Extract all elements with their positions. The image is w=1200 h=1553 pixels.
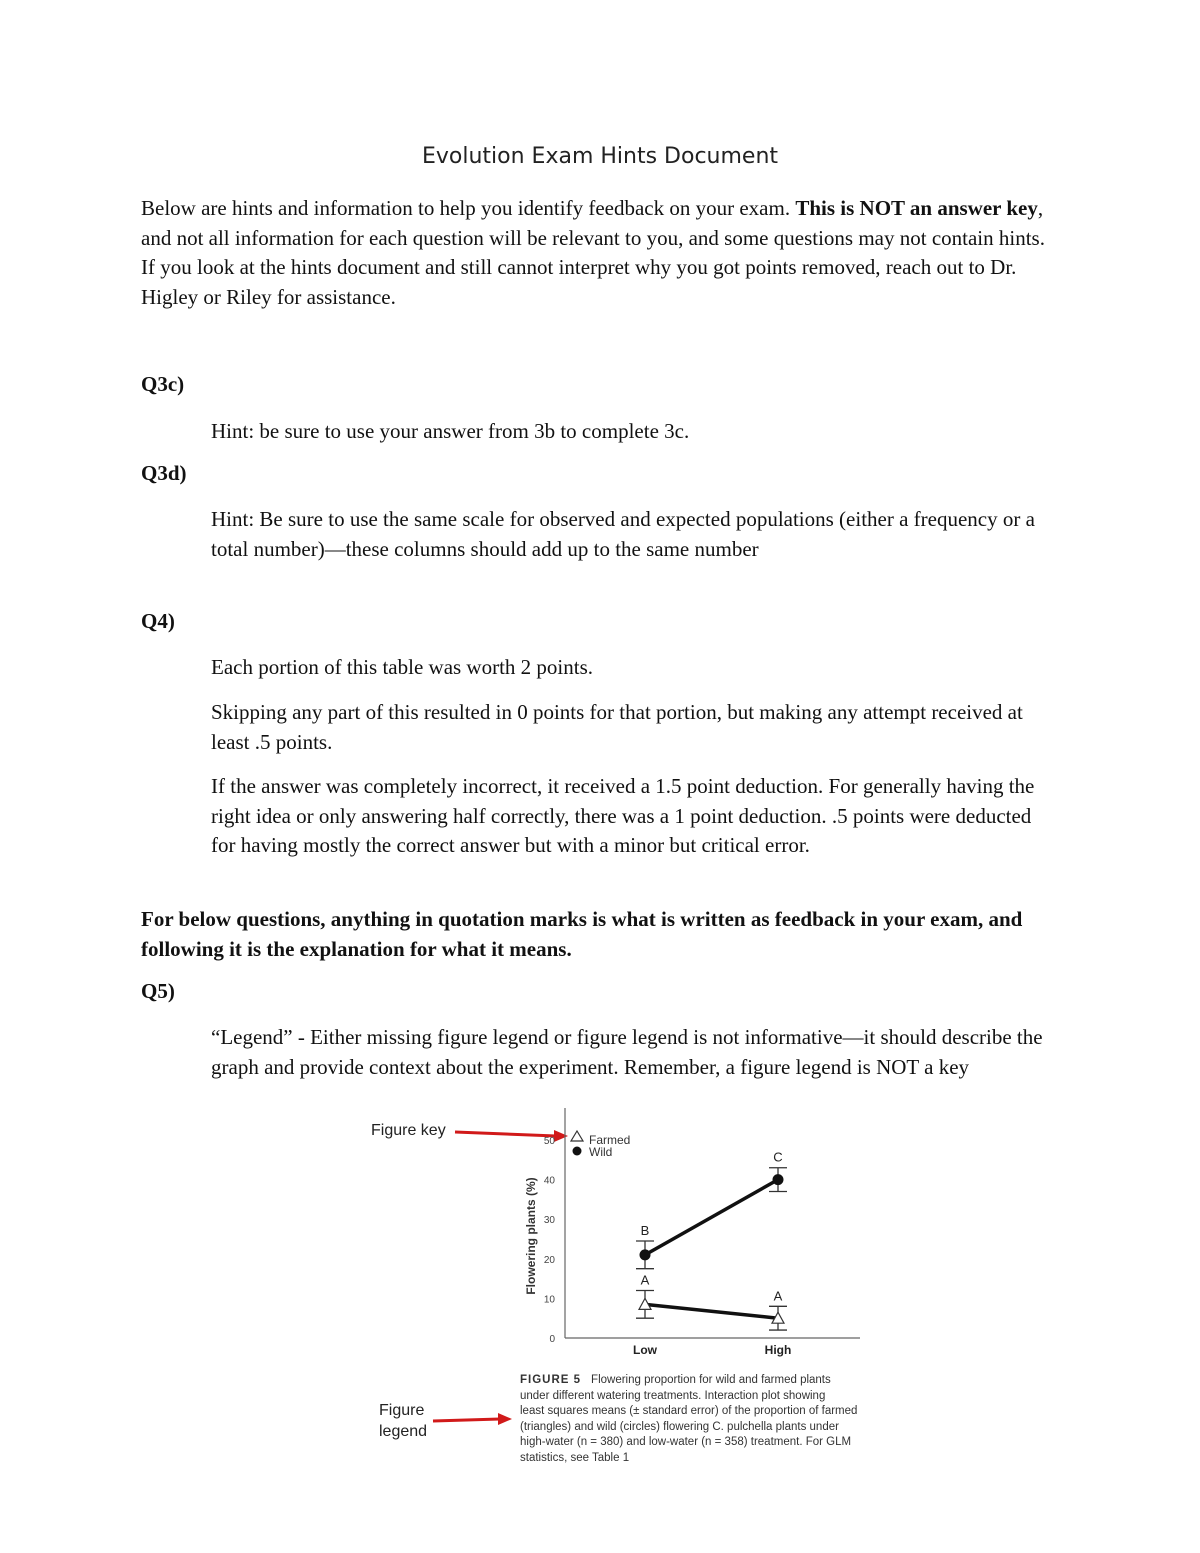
intro-bold-text: This is NOT an answer key bbox=[795, 196, 1038, 220]
caption-line-2: under different watering treatments. Interaction plot showing bbox=[520, 1389, 826, 1402]
caption-line-3: least squares means (± standard error) of the proportion of farmed bbox=[520, 1405, 858, 1417]
q4-paragraph-2: Skipping any part of this resulted in 0 points for that portion, but making any attempt received at least .5 points. bbox=[211, 700, 1023, 754]
q5-paragraph-1: “Legend” - Either missing figure legend or figure legend is not informative—it should describe the graph and provide context about the experiment. Remember, a figure legend is NOT a key bbox=[211, 1025, 1043, 1079]
q4-paragraph-1: Each portion of this table was worth 2 points. bbox=[211, 655, 594, 679]
figure-caption bbox=[520, 1373, 865, 1466]
legend-circle-marker bbox=[573, 1147, 582, 1156]
y-tick-label: 10 bbox=[543, 1294, 555, 1306]
legend-triangle-marker bbox=[571, 1131, 583, 1141]
q5-heading: Q5) bbox=[141, 979, 175, 1003]
y-tick-label: 20 bbox=[543, 1254, 555, 1266]
figure-legend-label-line2: legend bbox=[379, 1423, 428, 1440]
caption-figure-number: FIGURE 5 bbox=[520, 1374, 582, 1386]
figure-legend-arrow bbox=[433, 1413, 512, 1425]
x-tick-label: Low bbox=[633, 1343, 657, 1357]
flowering-chart bbox=[515, 1108, 875, 1368]
q3d-hint: Hint: Be sure to use the same scale for observed and expected populations (either a frequency or a total number)—these columns should add up to the same number bbox=[211, 507, 1035, 561]
q4-heading: Q4) bbox=[141, 609, 175, 633]
figure-legend-label-line1: Figure bbox=[379, 1402, 425, 1419]
q3d-heading: Q3d) bbox=[141, 461, 187, 485]
caption-line-1-text: Flowering proportion for wild and farmed plants bbox=[591, 1374, 831, 1386]
y-tick-label: 50 bbox=[543, 1136, 555, 1147]
series-line-wild bbox=[645, 1180, 778, 1255]
caption-line-1 bbox=[520, 1373, 865, 1389]
data-point-wild bbox=[640, 1249, 651, 1260]
caption-line-4: (triangles) and wild (circles) flowering C. pulchella plants under bbox=[520, 1420, 839, 1433]
q3c-hint: Hint: be sure to use your answer from 3b to complete 3c. bbox=[211, 419, 690, 443]
data-point-wild bbox=[773, 1174, 784, 1185]
y-axis-label: Flowering plants (%) bbox=[524, 1177, 538, 1295]
significance-letter: C bbox=[773, 1149, 783, 1165]
q4-paragraph-3: If the answer was completely incorrect, it received a 1.5 point deduction. For generally having the right idea or only answering half correctly, there was a 1 point deduction. .5 points were deducted for having mostly the correct answer but with a minor but critical error. bbox=[211, 774, 1035, 857]
caption-line-5: high-water (n = 380) and low-water (n = 358) treatment. For GLM bbox=[520, 1436, 852, 1448]
legend-label-wild: Wild bbox=[589, 1145, 613, 1159]
page-title: Evolution Exam Hints Document bbox=[421, 144, 779, 169]
q3c-heading: Q3c) bbox=[141, 372, 185, 396]
y-tick-label: 40 bbox=[543, 1175, 555, 1187]
legend-label-farmed: Farmed bbox=[589, 1133, 631, 1147]
x-tick-label: High bbox=[764, 1343, 792, 1357]
intro-text-1: Below are hints and information to help you identify feedback on your exam. bbox=[141, 196, 796, 220]
significance-letter: A bbox=[773, 1288, 783, 1304]
feedback-note: For below questions, anything in quotation marks is what is written as feedback in your exam, and following it is the explanation for what it means. bbox=[141, 907, 1023, 961]
significance-letter: B bbox=[640, 1222, 650, 1238]
figure-key-label: Figure key bbox=[371, 1122, 446, 1139]
y-tick-label: 30 bbox=[543, 1215, 555, 1227]
significance-letter: A bbox=[640, 1272, 650, 1288]
intro-text-2: , and not all information for each question will be relevant to you, and some questions may not contain hints. If you look at the hints document and still cannot interpret why you got points removed, reach out to Dr. Higley or Riley for assistance. bbox=[141, 196, 1045, 309]
series-line-farmed bbox=[645, 1304, 778, 1318]
y-tick-label: 0 bbox=[549, 1334, 555, 1345]
caption-line-6: statistics, see Table 1 bbox=[520, 1451, 630, 1464]
